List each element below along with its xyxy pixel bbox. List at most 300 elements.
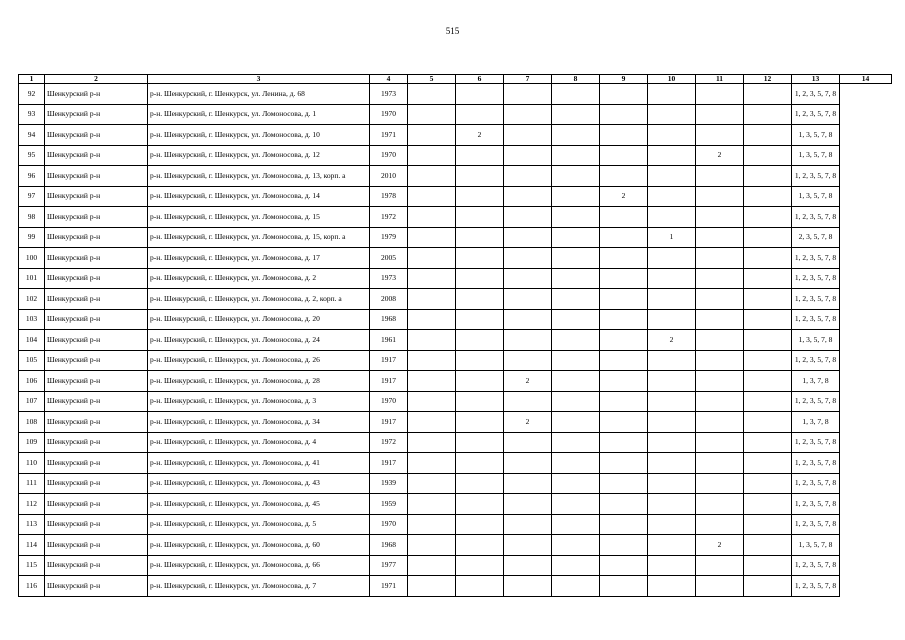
value-cell-col-10 [648, 576, 696, 597]
address-cell: р-н. Шенкурский, г. Шенкурск, ул. Ломоносова, д. 12 [148, 145, 370, 166]
value-cell-col-8 [552, 432, 600, 453]
address-cell: р-н. Шенкурский, г. Шенкурск, ул. Ленина, д. 68 [148, 84, 370, 105]
codes-cell: 1, 3, 5, 7, 8 [792, 145, 840, 166]
value-cell-col-11 [696, 207, 744, 228]
value-cell-col-8 [552, 330, 600, 351]
table-row [19, 371, 892, 392]
year-cell: 1971 [370, 125, 408, 146]
value-cell-col-8 [552, 494, 600, 515]
district-cell: Шенкурский р-н [45, 555, 148, 576]
value-cell-col-6 [456, 248, 504, 269]
column-header-2: 2 [45, 75, 148, 84]
value-cell-col-10 [648, 473, 696, 494]
district-cell: Шенкурский р-н [45, 309, 148, 330]
table-row [19, 555, 892, 576]
row-number: 95 [19, 145, 45, 166]
column-header-3: 3 [148, 75, 370, 84]
column-header-14: 14 [840, 75, 892, 84]
address-cell: р-н. Шенкурский, г. Шенкурск, ул. Ломоносова, д. 2 [148, 268, 370, 289]
table-row [19, 166, 892, 187]
value-cell-col-5 [408, 145, 456, 166]
value-cell-col-6 [456, 535, 504, 556]
value-cell-col-8 [552, 84, 600, 105]
address-cell: р-н. Шенкурский, г. Шенкурск, ул. Ломоносова, д. 15 [148, 207, 370, 228]
table-row [19, 453, 892, 474]
value-cell-col-6 [456, 412, 504, 433]
value-cell-col-10 [648, 145, 696, 166]
value-cell-col-9 [600, 166, 648, 187]
address-cell: р-н. Шенкурский, г. Шенкурск, ул. Ломоносова, д. 1 [148, 104, 370, 125]
codes-cell: 1, 2, 3, 5, 7, 8 [792, 391, 840, 412]
year-cell: 1968 [370, 309, 408, 330]
table-row [19, 289, 892, 310]
value-cell-col-7 [504, 576, 552, 597]
year-cell: 1979 [370, 227, 408, 248]
value-cell-col-12 [744, 371, 792, 392]
year-cell: 1977 [370, 555, 408, 576]
value-cell-col-8 [552, 391, 600, 412]
value-cell-col-8 [552, 576, 600, 597]
table-row [19, 84, 892, 105]
address-cell: р-н. Шенкурский, г. Шенкурск, ул. Ломоносова, д. 5 [148, 514, 370, 535]
table-row [19, 494, 892, 515]
value-cell-col-12 [744, 227, 792, 248]
value-cell-col-9 [600, 289, 648, 310]
value-cell-col-10 [648, 432, 696, 453]
address-cell: р-н. Шенкурский, г. Шенкурск, ул. Ломоносова, д. 43 [148, 473, 370, 494]
codes-cell: 1, 2, 3, 5, 7, 8 [792, 309, 840, 330]
address-cell: р-н. Шенкурский, г. Шенкурск, ул. Ломоносова, д. 20 [148, 309, 370, 330]
value-cell-col-7 [504, 227, 552, 248]
codes-cell: 1, 2, 3, 5, 7, 8 [792, 453, 840, 474]
table-row [19, 125, 892, 146]
table-row [19, 391, 892, 412]
value-cell-col-6 [456, 514, 504, 535]
value-cell-col-12 [744, 207, 792, 228]
value-cell-col-10: 2 [648, 330, 696, 351]
value-cell-col-11 [696, 330, 744, 351]
value-cell-col-12 [744, 309, 792, 330]
district-cell: Шенкурский р-н [45, 535, 148, 556]
year-cell: 1939 [370, 473, 408, 494]
value-cell-col-12 [744, 391, 792, 412]
address-cell: р-н. Шенкурский, г. Шенкурск, ул. Ломоносова, д. 14 [148, 186, 370, 207]
value-cell-col-9 [600, 371, 648, 392]
value-cell-col-7 [504, 514, 552, 535]
value-cell-col-7 [504, 350, 552, 371]
row-number: 115 [19, 555, 45, 576]
value-cell-col-12 [744, 576, 792, 597]
year-cell: 1972 [370, 432, 408, 453]
value-cell-col-12 [744, 514, 792, 535]
address-cell: р-н. Шенкурский, г. Шенкурск, ул. Ломоносова, д. 60 [148, 535, 370, 556]
year-cell: 1970 [370, 391, 408, 412]
value-cell-col-7 [504, 186, 552, 207]
value-cell-col-11 [696, 186, 744, 207]
value-cell-col-5 [408, 514, 456, 535]
year-cell: 2010 [370, 166, 408, 187]
address-cell: р-н. Шенкурский, г. Шенкурск, ул. Ломоносова, д. 3 [148, 391, 370, 412]
value-cell-col-8 [552, 125, 600, 146]
district-cell: Шенкурский р-н [45, 104, 148, 125]
value-cell-col-6 [456, 268, 504, 289]
table-row [19, 227, 892, 248]
value-cell-col-9 [600, 145, 648, 166]
value-cell-col-5 [408, 330, 456, 351]
value-cell-col-11 [696, 268, 744, 289]
codes-cell: 1, 2, 3, 5, 7, 8 [792, 268, 840, 289]
value-cell-col-12 [744, 289, 792, 310]
value-cell-col-12 [744, 432, 792, 453]
value-cell-col-5 [408, 125, 456, 146]
row-number: 114 [19, 535, 45, 556]
value-cell-col-8 [552, 145, 600, 166]
value-cell-col-6 [456, 289, 504, 310]
value-cell-col-8 [552, 268, 600, 289]
table-row [19, 350, 892, 371]
table-row [19, 268, 892, 289]
codes-cell: 1, 3, 5, 7, 8 [792, 125, 840, 146]
address-cell: р-н. Шенкурский, г. Шенкурск, ул. Ломоносова, д. 7 [148, 576, 370, 597]
value-cell-col-12 [744, 473, 792, 494]
value-cell-col-11 [696, 494, 744, 515]
register-table [18, 74, 892, 597]
district-cell: Шенкурский р-н [45, 371, 148, 392]
value-cell-col-12 [744, 330, 792, 351]
value-cell-col-5 [408, 412, 456, 433]
row-number: 105 [19, 350, 45, 371]
district-cell: Шенкурский р-н [45, 330, 148, 351]
row-number: 109 [19, 432, 45, 453]
value-cell-col-8 [552, 309, 600, 330]
district-cell: Шенкурский р-н [45, 145, 148, 166]
year-cell: 1961 [370, 330, 408, 351]
value-cell-col-6 [456, 84, 504, 105]
row-number: 97 [19, 186, 45, 207]
value-cell-col-6 [456, 473, 504, 494]
value-cell-col-10 [648, 104, 696, 125]
value-cell-col-8 [552, 371, 600, 392]
district-cell: Шенкурский р-н [45, 248, 148, 269]
value-cell-col-8 [552, 555, 600, 576]
value-cell-col-5 [408, 535, 456, 556]
district-cell: Шенкурский р-н [45, 514, 148, 535]
value-cell-col-5 [408, 186, 456, 207]
table-row [19, 432, 892, 453]
value-cell-col-5 [408, 248, 456, 269]
value-cell-col-11 [696, 391, 744, 412]
column-header-13: 13 [792, 75, 840, 84]
value-cell-col-8 [552, 166, 600, 187]
codes-cell: 1, 3, 5, 7, 8 [792, 186, 840, 207]
value-cell-col-9 [600, 576, 648, 597]
codes-cell: 1, 2, 3, 5, 7, 8 [792, 248, 840, 269]
value-cell-col-5 [408, 104, 456, 125]
value-cell-col-11 [696, 473, 744, 494]
value-cell-col-8 [552, 412, 600, 433]
codes-cell: 1, 3, 5, 7, 8 [792, 535, 840, 556]
codes-cell: 1, 2, 3, 5, 7, 8 [792, 432, 840, 453]
district-cell: Шенкурский р-н [45, 453, 148, 474]
value-cell-col-10 [648, 371, 696, 392]
value-cell-col-9 [600, 350, 648, 371]
table-row [19, 104, 892, 125]
value-cell-col-12 [744, 125, 792, 146]
value-cell-col-5 [408, 453, 456, 474]
district-cell: Шенкурский р-н [45, 576, 148, 597]
value-cell-col-10 [648, 309, 696, 330]
value-cell-col-9 [600, 535, 648, 556]
value-cell-col-11 [696, 84, 744, 105]
codes-cell: 2, 3, 5, 7, 8 [792, 227, 840, 248]
value-cell-col-5 [408, 350, 456, 371]
value-cell-col-8 [552, 289, 600, 310]
value-cell-col-9 [600, 494, 648, 515]
value-cell-col-10 [648, 84, 696, 105]
value-cell-col-6 [456, 207, 504, 228]
codes-cell: 1, 2, 3, 5, 7, 8 [792, 104, 840, 125]
value-cell-col-8 [552, 350, 600, 371]
address-cell: р-н. Шенкурский, г. Шенкурск, ул. Ломоносова, д. 4 [148, 432, 370, 453]
value-cell-col-7 [504, 494, 552, 515]
table-row [19, 576, 892, 597]
value-cell-col-9 [600, 432, 648, 453]
column-header-9: 9 [600, 75, 648, 84]
year-cell: 1917 [370, 350, 408, 371]
value-cell-col-7 [504, 453, 552, 474]
district-cell: Шенкурский р-н [45, 391, 148, 412]
value-cell-col-11 [696, 412, 744, 433]
year-cell: 1971 [370, 576, 408, 597]
value-cell-col-12 [744, 555, 792, 576]
value-cell-col-5 [408, 555, 456, 576]
value-cell-col-5 [408, 576, 456, 597]
value-cell-col-8 [552, 248, 600, 269]
column-header-10: 10 [648, 75, 696, 84]
value-cell-col-11 [696, 104, 744, 125]
row-number: 93 [19, 104, 45, 125]
value-cell-col-6 [456, 453, 504, 474]
table-row [19, 473, 892, 494]
value-cell-col-7 [504, 391, 552, 412]
value-cell-col-8 [552, 227, 600, 248]
value-cell-col-6 [456, 330, 504, 351]
value-cell-col-12 [744, 186, 792, 207]
row-number: 98 [19, 207, 45, 228]
value-cell-col-11 [696, 514, 744, 535]
codes-cell: 1, 2, 3, 5, 7, 8 [792, 84, 840, 105]
value-cell-col-6 [456, 391, 504, 412]
row-number: 102 [19, 289, 45, 310]
year-cell: 1917 [370, 371, 408, 392]
row-number: 108 [19, 412, 45, 433]
codes-cell: 1, 2, 3, 5, 7, 8 [792, 555, 840, 576]
value-cell-col-6 [456, 145, 504, 166]
row-number: 103 [19, 309, 45, 330]
value-cell-col-6 [456, 350, 504, 371]
value-cell-col-8 [552, 535, 600, 556]
value-cell-col-9 [600, 268, 648, 289]
table-row [19, 207, 892, 228]
value-cell-col-7 [504, 84, 552, 105]
column-header-7: 7 [504, 75, 552, 84]
value-cell-col-9 [600, 473, 648, 494]
table-row [19, 186, 892, 207]
year-cell: 1917 [370, 453, 408, 474]
district-cell: Шенкурский р-н [45, 84, 148, 105]
column-header-8: 8 [552, 75, 600, 84]
column-header-5: 5 [408, 75, 456, 84]
column-header-1: 1 [19, 75, 45, 84]
codes-cell: 1, 3, 5, 7, 8 [792, 330, 840, 351]
table-row [19, 309, 892, 330]
value-cell-col-12 [744, 453, 792, 474]
table-row [19, 145, 892, 166]
district-cell: Шенкурский р-н [45, 166, 148, 187]
address-cell: р-н. Шенкурский, г. Шенкурск, ул. Ломоносова, д. 15, корп. а [148, 227, 370, 248]
value-cell-col-9 [600, 330, 648, 351]
row-number: 112 [19, 494, 45, 515]
value-cell-col-10 [648, 125, 696, 146]
table-row [19, 248, 892, 269]
value-cell-col-7: 2 [504, 412, 552, 433]
value-cell-col-5 [408, 371, 456, 392]
value-cell-col-7 [504, 289, 552, 310]
value-cell-col-10 [648, 391, 696, 412]
column-header-12: 12 [744, 75, 792, 84]
value-cell-col-6 [456, 227, 504, 248]
year-cell: 1973 [370, 84, 408, 105]
value-cell-col-8 [552, 514, 600, 535]
value-cell-col-11 [696, 371, 744, 392]
value-cell-col-10 [648, 514, 696, 535]
value-cell-col-10 [648, 412, 696, 433]
district-cell: Шенкурский р-н [45, 494, 148, 515]
value-cell-col-5 [408, 391, 456, 412]
value-cell-col-11: 2 [696, 145, 744, 166]
table-row [19, 535, 892, 556]
value-cell-col-7 [504, 555, 552, 576]
value-cell-col-12 [744, 248, 792, 269]
codes-cell: 1, 3, 7, 8 [792, 371, 840, 392]
value-cell-col-9 [600, 84, 648, 105]
address-cell: р-н. Шенкурский, г. Шенкурск, ул. Ломоносова, д. 17 [148, 248, 370, 269]
year-cell: 1968 [370, 535, 408, 556]
value-cell-col-9 [600, 412, 648, 433]
column-header-4: 4 [370, 75, 408, 84]
row-number: 101 [19, 268, 45, 289]
address-cell: р-н. Шенкурский, г. Шенкурск, ул. Ломоносова, д. 45 [148, 494, 370, 515]
value-cell-col-6 [456, 309, 504, 330]
value-cell-col-9 [600, 453, 648, 474]
value-cell-col-11 [696, 453, 744, 474]
district-cell: Шенкурский р-н [45, 227, 148, 248]
value-cell-col-12 [744, 494, 792, 515]
value-cell-col-7 [504, 145, 552, 166]
row-number: 94 [19, 125, 45, 146]
value-cell-col-10 [648, 453, 696, 474]
value-cell-col-5 [408, 494, 456, 515]
column-header-6: 6 [456, 75, 504, 84]
value-cell-col-7 [504, 207, 552, 228]
year-cell: 1959 [370, 494, 408, 515]
value-cell-col-8 [552, 207, 600, 228]
codes-cell: 1, 2, 3, 5, 7, 8 [792, 473, 840, 494]
value-cell-col-11 [696, 576, 744, 597]
value-cell-col-11 [696, 166, 744, 187]
row-number: 111 [19, 473, 45, 494]
value-cell-col-9 [600, 514, 648, 535]
value-cell-col-11 [696, 309, 744, 330]
value-cell-col-7 [504, 268, 552, 289]
value-cell-col-11: 2 [696, 535, 744, 556]
page-number: 515 [445, 26, 460, 36]
value-cell-col-7 [504, 432, 552, 453]
value-cell-col-5 [408, 309, 456, 330]
district-cell: Шенкурский р-н [45, 473, 148, 494]
year-cell: 1978 [370, 186, 408, 207]
value-cell-col-11 [696, 289, 744, 310]
value-cell-col-9 [600, 125, 648, 146]
year-cell: 1972 [370, 207, 408, 228]
value-cell-col-7 [504, 309, 552, 330]
district-cell: Шенкурский р-н [45, 350, 148, 371]
value-cell-col-5 [408, 473, 456, 494]
value-cell-col-6 [456, 432, 504, 453]
value-cell-col-6 [456, 186, 504, 207]
year-cell: 1970 [370, 104, 408, 125]
value-cell-col-7 [504, 248, 552, 269]
codes-cell: 1, 2, 3, 5, 7, 8 [792, 166, 840, 187]
value-cell-col-9 [600, 207, 648, 228]
value-cell-col-6 [456, 166, 504, 187]
value-cell-col-10 [648, 494, 696, 515]
year-cell: 1970 [370, 145, 408, 166]
district-cell: Шенкурский р-н [45, 432, 148, 453]
value-cell-col-10 [648, 248, 696, 269]
value-cell-col-5 [408, 207, 456, 228]
table-row [19, 514, 892, 535]
value-cell-col-9 [600, 391, 648, 412]
value-cell-col-8 [552, 104, 600, 125]
value-cell-col-7 [504, 535, 552, 556]
address-cell: р-н. Шенкурский, г. Шенкурск, ул. Ломоносова, д. 34 [148, 412, 370, 433]
value-cell-col-12 [744, 166, 792, 187]
district-cell: Шенкурский р-н [45, 207, 148, 228]
value-cell-col-9 [600, 248, 648, 269]
value-cell-col-11 [696, 227, 744, 248]
row-number: 113 [19, 514, 45, 535]
value-cell-col-12 [744, 145, 792, 166]
address-cell: р-н. Шенкурский, г. Шенкурск, ул. Ломоносова, д. 41 [148, 453, 370, 474]
value-cell-col-10 [648, 186, 696, 207]
value-cell-col-5 [408, 166, 456, 187]
codes-cell: 1, 2, 3, 5, 7, 8 [792, 289, 840, 310]
address-cell: р-н. Шенкурский, г. Шенкурск, ул. Ломоносова, д. 26 [148, 350, 370, 371]
year-cell: 2005 [370, 248, 408, 269]
row-number: 104 [19, 330, 45, 351]
row-number: 92 [19, 84, 45, 105]
address-cell: р-н. Шенкурский, г. Шенкурск, ул. Ломоносова, д. 66 [148, 555, 370, 576]
value-cell-col-5 [408, 432, 456, 453]
year-cell: 1970 [370, 514, 408, 535]
year-cell: 1973 [370, 268, 408, 289]
value-cell-col-9 [600, 227, 648, 248]
address-cell: р-н. Шенкурский, г. Шенкурск, ул. Ломоносова, д. 13, корп. а [148, 166, 370, 187]
value-cell-col-8 [552, 453, 600, 474]
district-cell: Шенкурский р-н [45, 289, 148, 310]
value-cell-col-7 [504, 166, 552, 187]
